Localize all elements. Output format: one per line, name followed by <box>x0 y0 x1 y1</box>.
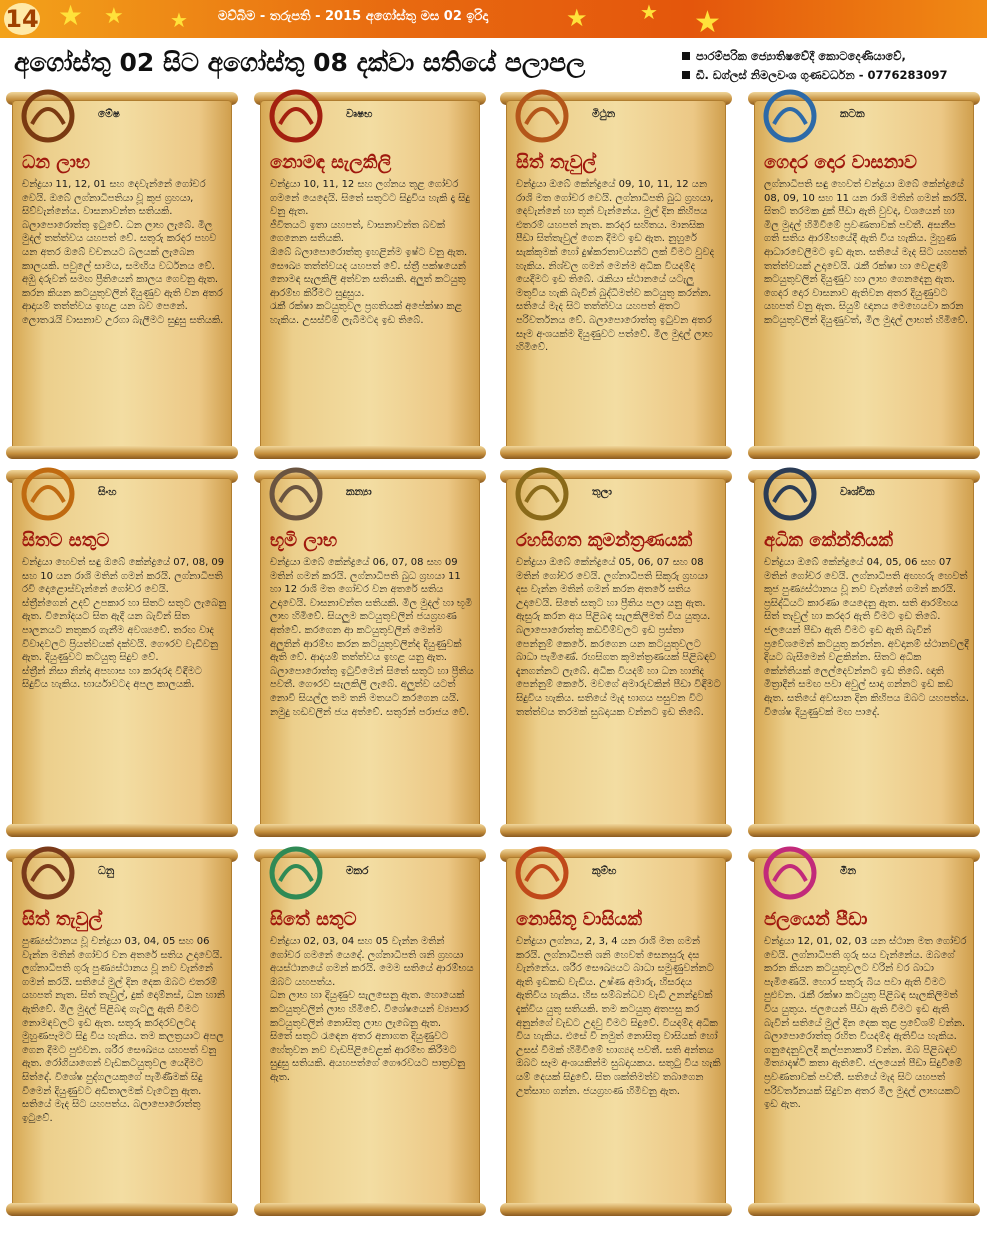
bullet-icon <box>682 71 690 79</box>
credit-line: ඩී. ඩග්ලස් නිමලවංශ ගුණවර්ධන - 0776283097 <box>696 68 948 82</box>
sign-name: මකර <box>346 865 369 877</box>
sign-prediction: චන්ද්‍රයා ඔබේ කේන්ද්‍රයේ 09, 10, 11, 12 යන රාශි මත ගෝචර වෙයි. ලග්නාධිපති බුධ ග්‍රහයා, දෙවැන්නේ හා තුන් වැන්නේය. මුල් දින කිහිපය එතරම් යහපත් නැත. කරදර සහිතය. මානසික පීඩා සිත්තැවුල් ගෙන දීමට ඉඩ ඇත. නුහුරේ සැක්කුමක් හෝ දුෂ්කරතාවයන්ට ලක් වීමට වුවද හැකිය. නිශ්චල ගමන් මෙන්ම අධික වියදම්ද යෙදීමට ඉඩ තිබේ. රැකියා ස්ථානයේ යටැලු මතුවිය හැකි බැවින් බුද්ධිමත්ව කටයුතු කරන්න. සතියේ මැද සිට තත්ත්වය යහපත් අතට පරිවර්තනය වේ. බලාපොරොත්තු ඉටුවන අතර සෑම අංශයක්ම දියුණුවට පත්වේ. මිල මුදල් ලාභ හිමිවේ. <box>516 179 715 354</box>
sign-name: කුම්භ <box>592 865 617 877</box>
sign-name: වෘෂභ <box>346 108 373 120</box>
scroll-roll <box>748 1203 980 1216</box>
sign-prediction: චන්ද්‍රයා ලග්නය, 2, 3, 4 යන රාශි මත ගමන් කරයි. ලග්නාධිපති ශනි හෙවත් සෙනසුරු දස වැන්නේය. ශරීර සෞඛ්‍යයට බාධා සමුණුවන්නට ඇති ඉඩකඩ වැඩිය. උෂ්ණ අමාරු, හිසරදය ඇතිවිය හැකිය. හිස සම්බන්ධව වැඩි උනන්දුවක් දැක්විය යුතු සතියකි. තම කටයුතු අතපසු කර අනුන්ගේ වැඩට උදවු වීමට සිදුවේ. වියදම්ද අධික විය හැකිය. එසේ වී නමුත් නොසිතූ වාසියක් හෝ උසස් වීමක් හිමිවීමේ භාග්‍යද පවතී. සති අන්තය ඔබට සෑම අංශයකින්ම සුබදායකය. සතුටු විය හැකි යම් දෙයක් සිදුවේ. සිත ශක්තිමත්ව තබාගෙන උත්සාහ ගන්න. ජයග්‍රහණ හිමිවනු ඇත. <box>516 936 721 1097</box>
sign-prediction: චන්ද්‍රයා ඔබේ කේන්ද්‍රයේ 04, 05, 06 සහ 07 මතින් ගෝචර වෙයි. ලග්නාධිපති අඟහරු හෙවත් කුජ පුණ්‍යස්ථානය වූ නව වැන්නේ ගමන් කරයි. ප්‍රසිද්ධියට කාරණා යෙදෙනු ඇත. සති ආරම්භය සිත් තැවුල් හා කරදර ඇති වීමට ඉඩ තිබේ. ජලයෙන් පීඩා ඇති වීමට ඉඩ ඇති බැවින් ප්‍රවේශමෙන් කටයුතු කරන්න. අවදානම් ස්ථානවලදී දියට බැසීමෙන් වළකින්න. සිතට අධික කේන්තියක් ලෙල්දෙවන්නට ඉඩ තිබේ. ඥාති මිත්‍රාදීන් සමඟ පවා අවුල් සාදා ගන්නට ඉඩ කඩ ඇත. සතියේ අවසාන දින කිහිපය ඔබට යහපත්ය. විශේෂ දියුණුවක් මඟ පාදේ. <box>764 557 969 718</box>
sign-card <box>6 464 238 841</box>
sign-name: ධනු <box>98 865 115 877</box>
star-icon: ★ <box>640 0 658 24</box>
sign-title: ධන ලාභ <box>22 152 91 173</box>
sign-card <box>748 843 980 1220</box>
water-bearer-icon <box>510 841 574 901</box>
sign-card <box>6 86 238 463</box>
scroll-roll <box>6 824 238 837</box>
sign-prediction: චන්ද්‍රයා 12, 01, 02, 03 යන ස්ථාන මත ගෝචර වෙයි. ලග්නාධිපති ගුරු සය වැන්නේය. ඔබගේ කරන කියන කටයුතුවලට වරින් වර බාධා පැමිණෙයි. හොර සතුරු බිය පවා ඇති වීමට පුළුවන. රැකී රක්ෂා කටයුතු පිළිබඳ සැලකිලිමත් විය යුතුය. ජලයෙන් පීඩා ඇති වීමට ඉඩ ඇති බැවින් සතියේ මුල් දින දෙක තුළ ප්‍රවේශම් වන්න. බලාපොරොත්තු රහිත වියදම්ද ඇතිවිය හැකිය. ගනුදෙනුවලදී කල්පනාකාරී වන්න. ඔබ පිළිබඳව මිත්‍යාදෘෂ්ටි කතා ඇතිවේ. ජලයෙන් පීඩා සිදුවීමේ ප්‍රවණතාවක් පවතී. සතියේ මැද සිට යහපත් පරිවර්තනයක් සිදුවන අතර මිල මුදල් ලාභයකට ඉඩ ඇත. <box>764 936 967 1111</box>
sign-prediction: චන්ද්‍රයා 10, 11, 12 සහ ලග්නය තුළ ගෝචර ගමනේ යෙදෙයි. සිතේ සතුටට සිදුවිය හැකි දෑ සිදු වනු ඇත. ජීවිතයට ඉතා යහපත්, වාසනාවන්ත බවක් ගෙනෙන සතියකි. ඔබේ බලාපොරොත්තු ඉහළින්ම ඉෂ්ට වනු ඇත. සෞඛ්‍ය තත්ත්වයද යහපත් වේ. ස්ත්‍රී පක්ෂයෙන් නොමඳ සැලකිලි අත්වන සතියකි. අලුත් කටයුතු ආරම්භ කිරීමට සුදුසුය. රැකී රක්ෂා කටයුතුවල ප්‍රගතියක් අපේක්ෂා කළ හැකිය. උසස්වීම් ලැබීමටද ඉඩ තිබේ. <box>270 179 470 326</box>
sea-goat-icon <box>264 841 328 901</box>
sign-prediction: චන්ද්‍රයා හෙවත් සඳු ඔබේ කේන්ද්‍රයේ 07, 08, 09 සහ 10 යන රාශි මතින් ගමන් කරයි. ලග්නාධිපති රවි දොළොස්වැන්නේ ගෝචර වෙයි. ස්ත්‍රීන්ගෙන් උදව් උපකාර හා සිතට සතුට ලැබෙනු ඇත. විනෝදයට සිත ඇදී යන බැවින් සිත පාලනයට නතුකර ගැනීම අවශ්‍යවේ. තරඟ වාද විවාදවලට ප්‍රියත්වයක් දක්වයි. ගෞරව වැඩිවනු ඇත. දියුණුවට කටයුතු සිදුව වේ. ස්ත්‍රීන් නිසා නින්දා අපහාස හා කරදරද විඳීමට සිදුවිය හැකිය. භාර්යාවටද අපල කාලයකි. <box>22 557 227 691</box>
credit-line: පාරම්පරික ජ්‍යොතිෂවේදී කොටදෙණියාවේ, <box>696 49 906 63</box>
maiden-icon <box>264 462 328 522</box>
sign-card <box>254 86 486 463</box>
sign-title: ජලයෙන් පීඩා <box>764 909 868 930</box>
archer-icon <box>16 841 80 901</box>
sign-name: වෘශ්චික <box>840 486 875 498</box>
crab-icon <box>758 84 822 144</box>
author-credits <box>682 47 948 85</box>
sign-title: සිත් තැවුල් <box>516 152 597 173</box>
scorpion-icon <box>758 462 822 522</box>
sign-title: ගෙදර දොර වාසනාව <box>764 152 917 173</box>
bullet-icon <box>682 52 690 60</box>
sign-title: නොමඳ සැලකිලි <box>270 152 392 173</box>
sign-name: මිථුන <box>592 108 616 120</box>
sign-card <box>500 86 732 463</box>
sign-name: තුලා <box>592 486 612 498</box>
sign-title: භූමි ලාභ <box>270 530 338 551</box>
scroll-roll <box>748 824 980 837</box>
scroll-roll <box>254 824 486 837</box>
page-headline: අගෝස්තු 02 සිට අගෝස්තු 08 දක්වා සතියේ පලාපල <box>14 48 586 77</box>
sign-title: සිත් තැවුල් <box>22 909 103 930</box>
star-icon: ★ <box>104 4 124 29</box>
sign-title: රහසිගත කුමන්ත්‍රණයක් <box>516 530 693 551</box>
star-icon: ★ <box>170 8 188 32</box>
fish-icon <box>758 841 822 901</box>
sign-title: සිතේ සතුට <box>270 909 357 930</box>
bull-icon <box>264 84 328 144</box>
ram-icon <box>16 84 80 144</box>
star-icon: ★ <box>58 0 84 32</box>
sign-card <box>500 464 732 841</box>
sign-name: කටක <box>840 108 865 120</box>
sign-card <box>6 843 238 1220</box>
scroll-roll <box>500 1203 732 1216</box>
sign-title: සිතට සතුට <box>22 530 110 551</box>
scroll-roll <box>500 824 732 837</box>
sign-name: මේෂ <box>98 108 120 120</box>
sign-name: කන්‍යා <box>346 486 372 498</box>
scales-icon <box>510 462 574 522</box>
sign-prediction: ලග්නාධිපති සඳු හෙවත් චන්ද්‍රයා ඔබේ කේන්ද්‍රයේ 08, 09, 10 සහ 11 යන රාශි මතින් ගමන් කරයි. සිතට තරමක දුක් පීඩා ඇති වුවද, වශයෙන් හා මිල මුදල් හිමිවීමේ ප්‍රවණතාවක් පවතී. අසනීප ගති සතිය ආරම්භයේදී ඇති විය හැකිය. මුහුණ ආධාරවෙලීමට ඉඩ ඇත. සතියේ මැද සිට යහපත් තත්ත්වයක් උදාවෙයි. රැකී රක්ෂා හා වෙළඳාම් කටයුතුවලින් දියුණුව හා ලාභ ගෙනදෙනු ඇත. ගෙදර දොර වාසනාව ඇතිවන අතර දියුණුවට යහපත් වනු ඇත. සියුම් ඥානය මෙහෙයවා කරන කටයුතුවලින් දියුණුවත්, මිල මුදල් ලාභත් හිමිවේ. <box>764 179 969 326</box>
sign-prediction: චන්ද්‍රයා ඔබේ කේන්ද්‍රයේ 05, 06, 07 සහ 08 මතින් ගෝචර වෙයි. ලග්නාධිපති සිකුරු ග්‍රහයා දස වැන්න මතින් ගමන් කරන අතරේ සතිය උදාවෙයි. සිතේ සතුට හා ප්‍රීතිය පලා යනු ඇත. ඇසුරු කරන අය පිළිබඳ සැලකිලිමත් විය යුතුය. බලාපොරොත්තු කඩවීම්වලට ඉඩ ප්‍රස්තා පෙන්නුම් කෙරේ. කරගෙන යන කටයුතුවලට බාධා පැමිණේ. රහසිගත කුමන්ත්‍රණයක් පිළිබඳව දැනගන්නට ලැබේ. අධික වියදම් හා ධන හානිද පෙන්නුම් කෙරේ. මවගේ අමාරුවකින් පීඩා විඳීමට සිදුවිය හැකිය. සතියේ මැද භාගය පසුවන විට තත්ත්වය තරමක් සුබදායක වන්නට ඉඩ තිබේ. <box>516 557 721 718</box>
sign-prediction: චන්ද්‍රයා 02, 03, 04 සහ 05 වැන්න මතින් ගෝචර ගමනේ යෙදේ. ලග්නාධිපති ශනි ග්‍රහයා අයස්ථානයේ ගමන් කරයි. මෙම සතියේ ආරම්භය ඔබට යහපත්ය. ධන ලාභ හා දියුණුව සැලසෙනු ඇත. හොයෙක් කටයුතුවලින් ලාභ හිමිවේ. විශේෂයෙන් ව්‍යාපාර කටයුතුවලින් නොසිතූ ලාභ ලැබෙනු ඇත. සිතේ සතුට රැඳෙන අතර අනාගත දියුණුවට හේතුවන නව වැඩපිළිවෙළක් ආරම්භ කිරීමට සුදුසු සතියකි. අයහපත්ගේ ගෞරවයට පාත්‍රවනු ඇත. <box>270 936 474 1083</box>
scroll-roll <box>254 1203 486 1216</box>
sign-card <box>748 464 980 841</box>
scroll-roll <box>6 446 238 459</box>
page-number: 14 <box>5 5 39 33</box>
date-line: මව්බිම - තරුපති - 2015 අගෝස්තු මස 02 ඉරිදා <box>218 9 489 24</box>
lion-icon <box>16 462 80 522</box>
sign-prediction: පුණ්‍යස්ථානය වූ චන්ද්‍රයා 03, 04, 05 සහ 06 වැන්න මතින් ගෝචර වන අතරේ සතිය උදාවෙයි. ලග්නාධිපති ගුරු පුණ්‍යස්ථානය වූ නව වැන්නේ ගමන් කරයි. සතියේ මුල් දින දෙක ඔබට එතරම් යහපත් නැත. සිත් තැවුල්, දුක් දොම්නස්, ධන හානි ඇතිවේ. මිල මුදල් පිළිබඳ ගැටලු ඇති වීමට නොමඳවලට ඉඩ ඇත. සතුරු කරදරවලටද මුහුණපෑමට සිදු විය හැකිය. තම කලත්‍රයාට අපල ගෙන දීමට පුළුවන. ශරීර සෞඛ්‍යය යහපත් වනු ඇත. රෝගියාගෙන් වැඩකටයුතුවල යෙදීමට සිත්දේ. විශේෂ පුද්ගලයකුගේ පැමිණීමක් සිදු වීමෙන් දියුණුවට අඩිතාලමක් වැටෙනු ඇත. සතියේ මැද සිට යහපත්ය. බලාපොරොත්තු ඉටුවේ. <box>22 936 225 1124</box>
sign-prediction: චන්ද්‍රයා ඔබේ කේන්ද්‍රයේ 06, 07, 08 සහ 09 මතින් ගමන් කරයි. ලග්නාධිපති බුධ ග්‍රහයා 11 හා 12 රාශි මත ගෝචර වන අතරේ සතිය උදාවෙයි. වාසනාවන්ත සතියකි. මිල මුදල් හා භූමි ලාභ හිමිවේ. සියලුම කටයුතුවලින් ජයග්‍රහණ අත්වේ. කරගෙන ආ කටයුතුවලින් මෙන්ම අලුතින් ආරම්භ කරන කටයුතුවලින්ද දියුණුවක් ඇති වේ. ආදායම් තත්ත්වය ඉහළ යනු ඇත. බලාපොරොත්තු ඉටුවීමෙන් සිතේ සතුට හා ප්‍රීතිය පවතී. ගෞරව සැලකිලි ලැබේ. අලුත්ව යටත් නොවී සියල්ල තම තනි මතයට කරගෙන යයි. නමුදු හඩවලින් ජය අත්වේ. සතුරන් පරාජය වේ. <box>270 557 474 718</box>
sign-card <box>500 843 732 1220</box>
sign-card <box>254 464 486 841</box>
scroll-roll <box>254 446 486 459</box>
star-icon: ★ <box>566 4 588 32</box>
top-banner <box>0 0 987 38</box>
sign-title: නොසිතූ වාසියක් <box>516 909 642 930</box>
twins-icon <box>510 84 574 144</box>
sign-card <box>748 86 980 463</box>
scroll-roll <box>6 1203 238 1216</box>
star-icon: ★ <box>694 5 721 40</box>
sign-title: අධික කේන්තියක් <box>764 530 893 551</box>
scroll-roll <box>500 446 732 459</box>
sign-name: සිංහ <box>98 486 117 498</box>
sign-card <box>254 843 486 1220</box>
sign-name: මීන <box>840 865 857 877</box>
scroll-roll <box>748 446 980 459</box>
sign-prediction: චන්ද්‍රයා 11, 12, 01 සහ දෙවැන්නේ ගෝචර වෙයි. ඔබේ ලග්නාධිපතියා වූ කුජ ග්‍රහයා, සිව්වැන්නේය. වාසනාවන්ත සතියකි. බලාපොරොත්තු ඉටුවේ. ධන ලාභ ලැබේ. මිල මුදල් තත්ත්වය යහපත් වේ. සතුරු කරදර පහව යන අතර ඔබේ වචනයට බලයක් ලැබෙන කාලයකි. පවුලේ සාමය, සමඟිය වර්ධනය වේ. අඹු දරුවන් සමඟ ප්‍රීතියෙන් කාලය ගෙවනු ඇත. කරන කියන කටයුතුවලින් දියුණුව ඇති වන අතර ආදායම් තත්ත්වය ඉහළ යන බව පෙනේ. ලොතරැයි වාසනාව උරගා බැලීමට සුදුසු සතියකි. <box>22 179 224 326</box>
